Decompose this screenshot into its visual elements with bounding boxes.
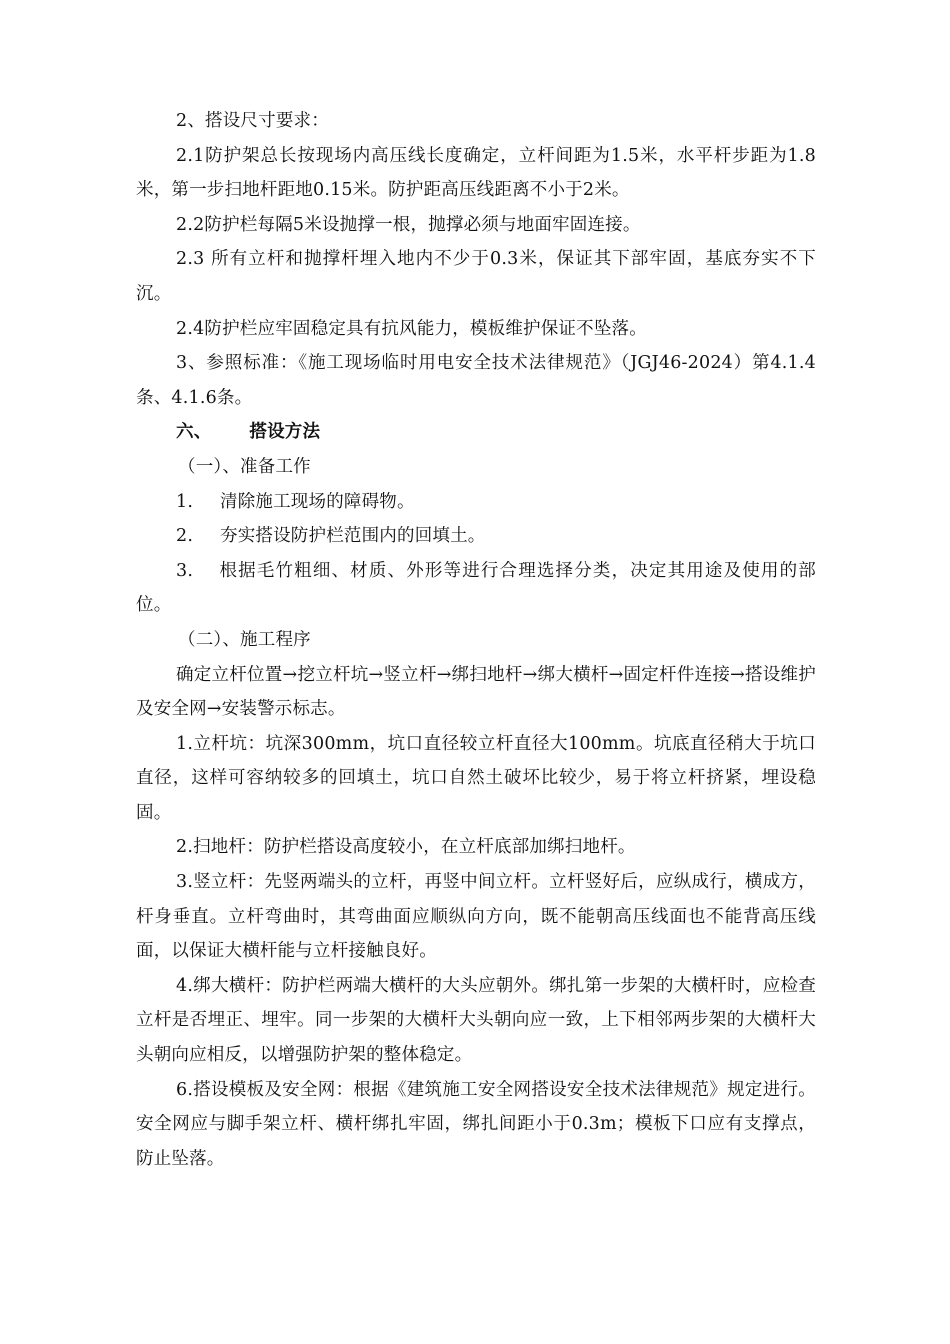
paragraph-formwork-safety-net: 6.搭设模板及安全网：根据《建筑施工安全网搭设安全技术法律规范》规定进行。安全网应与脚手架立杆、横杆绑扎牢固，绑扎间距小于0.3m；模板下口应有支撑点，防止坠落。 <box>136 1079 816 1169</box>
list-text: 夯实搭设防护栏范围内的回填土。 <box>220 526 486 547</box>
list-number: 2. <box>176 526 194 547</box>
list-item-3: 3. 根据毛竹粗细、材质、外形等进行合理选择分类，决定其用途及使用的部位。 <box>136 560 816 616</box>
section-title-dimensions: 2、搭设尺寸要求： <box>176 111 329 131</box>
paragraph-procedure-flow: 确定立杆位置→挖立杆坑→竖立杆→绑扫地杆→绑大横杆→固定杆件连接→搭设维护及安全网→安装警示标志。 <box>136 664 816 720</box>
heading-text: 搭设方法 <box>249 422 321 443</box>
paragraph-2-2: 2.2防护栏每隔5米设抛撑一根，抛撑必须与地面牢固连接。 <box>176 214 641 235</box>
paragraph-sweep-pole: 2.扫地杆：防护栏搭设高度较小，在立杆底部加绑扫地杆。 <box>176 837 636 858</box>
paragraph-pole-pit: 1.立杆坑：坑深300mm，坑口直径较立杆直径大100mm。坑底直径稍大于坑口直径，这样可容纳较多的回填土，坑口自然土破坏比较少，易于将立杆挤紧，埋设稳固。 <box>136 733 816 823</box>
subheading-preparation: （一）、准备工作 <box>178 456 311 477</box>
paragraph-2-3: 2.3 所有立杆和抛撑杆埋入地内不少于0.3米，保证其下部牢固，基底夯实不下沉。 <box>136 249 816 304</box>
list-number: 1. <box>176 491 194 512</box>
heading-section-6 <box>136 415 816 450</box>
subheading-procedure: （二）、施工程序 <box>178 629 311 650</box>
list-item-2 <box>136 519 816 554</box>
heading-number: 六、 <box>176 422 212 443</box>
list-item-1 <box>136 485 816 520</box>
paragraph-erect-pole: 3.竖立杆：先竖两端头的立杆，再竖中间立杆。立杆竖好后，应纵成行，横成方，杆身垂直。立杆弯曲时，其弯曲面应顺纵向方向，既不能朝高压线面也不能背高压线面，以保证大横杆能与立杆接触良好。 <box>136 872 816 962</box>
document-body <box>136 104 816 1176</box>
paragraph-2-1: 2.1防护架总长按现场内高压线长度确定，立杆间距为1.5米，水平杆步距为1.8米，第一步扫地杆距地0.15米。防护距高压线距离不小于2米。 <box>136 145 816 201</box>
paragraph-2-4: 2.4防护栏应牢固稳定具有抗风能力，模板维护保证不坠落。 <box>176 318 647 339</box>
list-text: 清除施工现场的障碍物。 <box>220 491 415 512</box>
paragraph-reference-standard: 3、参照标准：《施工现场临时用电安全技术法律规范》（JGJ46-2024）第4.1.4条、4.1.6条。 <box>136 353 816 408</box>
paragraph-large-crossbar: 4.绑大横杆：防护栏两端大横杆的大头应朝外。绑扎第一步架的大横杆时，应检查立杆是否埋正、埋牢。同一步架的大横杆大头朝向应一致，上下相邻两步架的大横杆大头朝向应相反，以增强防护架的整体稳定。 <box>136 975 816 1066</box>
